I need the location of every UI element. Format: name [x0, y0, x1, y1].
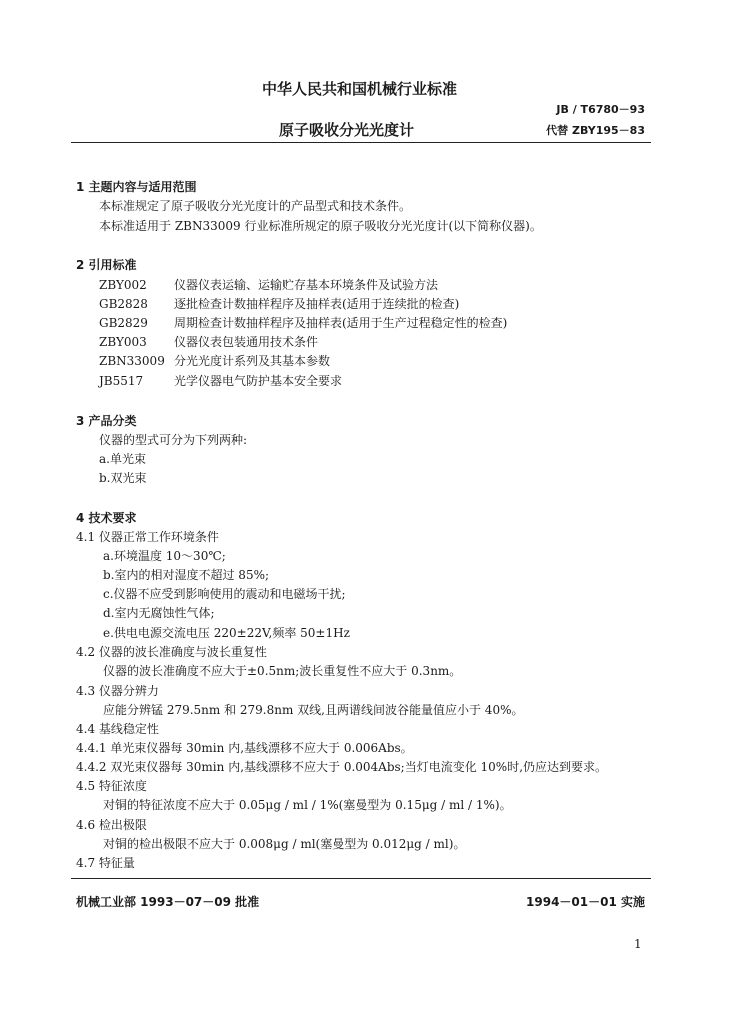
clause-4-1-item-a: a.环境温度 10～30℃; [103, 549, 226, 563]
clause-4-2-text: 仪器的波长准确度不应大于±0.5nm;波长重复性不应大于 0.3nm。 [103, 664, 462, 678]
header-rule [71, 142, 651, 143]
clause-4-3-heading: 4.3 仪器分辨力 [76, 684, 159, 698]
clause-4-1-item-c: c.仪器不应受到影响使用的震动和电磁场干扰; [103, 587, 346, 601]
standard-number: JB / T6780－93 [556, 103, 645, 116]
reference-code: GB2828 [99, 297, 148, 311]
clause-4-1-item-d: d.室内无腐蚀性气体; [103, 606, 215, 620]
section-1-paragraph-1: 本标准规定了原子吸收分光光度计的产品型式和技术条件。 [99, 199, 412, 213]
approval-line: 机械工业部 1993－07－09 批准 [76, 895, 260, 909]
reference-title: 仪器仪表包装通用技术条件 [174, 335, 319, 349]
reference-title: 周期检查计数抽样程序及抽样表(适用于生产过程稳定性的检查) [174, 316, 508, 330]
clause-4-4-1-text: 4.4.1 单光束仪器每 30min 内,基线漂移不应大于 0.006Abs。 [76, 741, 413, 755]
clause-4-6-text: 对铜的检出极限不应大于 0.008μg / ml(塞曼型为 0.012μg / ml)。 [103, 837, 466, 851]
document-title: 原子吸收分光光度计 [279, 121, 415, 139]
clause-4-4-2-text: 4.4.2 双光束仪器每 30min 内,基线漂移不应大于 0.004Abs;当灯电流变化 10%时,仍应达到要求。 [76, 760, 608, 774]
issuing-authority-title: 中华人民共和国机械行业标准 [262, 80, 458, 98]
replaces-standard: 代替 ZBY195－83 [546, 124, 645, 137]
clause-4-1-item-e: e.供电电源交流电压 220±22V,频率 50±1Hz [103, 626, 350, 640]
reference-code: ZBY002 [99, 278, 147, 292]
reference-title: 光学仪器电气防护基本安全要求 [174, 374, 343, 388]
clause-4-5-text: 对铜的特征浓度不应大于 0.05μg / ml / 1%(塞曼型为 0.15μg / ml / 1%)。 [103, 798, 512, 812]
section-3-heading: 3 产品分类 [76, 414, 137, 428]
reference-code: JB5517 [99, 374, 144, 388]
clause-4-3-text: 应能分辨锰 279.5nm 和 279.8nm 双线,且两谱线间波谷能量值应小于 40%。 [103, 703, 524, 717]
section-2-heading: 2 引用标准 [76, 258, 137, 272]
reference-title: 逐批检查计数抽样程序及抽样表(适用于连续批的检查) [174, 297, 460, 311]
section-4-heading: 4 技术要求 [76, 511, 137, 525]
reference-title: 分光光度计系列及其基本参数 [174, 354, 331, 368]
section-3-paragraph: 仪器的型式可分为下列两种: [99, 433, 248, 447]
effective-date-line: 1994－01－01 实施 [526, 895, 645, 909]
product-type-a: a.单光束 [99, 452, 146, 466]
clause-4-4-heading: 4.4 基线稳定性 [76, 722, 159, 736]
reference-code: ZBN33009 [99, 354, 165, 368]
clause-4-2-heading: 4.2 仪器的波长准确度与波长重复性 [76, 645, 267, 659]
footer-rule [71, 878, 651, 879]
clause-4-1-heading: 4.1 仪器正常工作环境条件 [76, 530, 219, 544]
clause-4-1-item-b: b.室内的相对湿度不超过 85%; [103, 568, 270, 582]
clause-4-7-heading: 4.7 特征量 [76, 856, 135, 870]
clause-4-6-heading: 4.6 检出极限 [76, 818, 147, 832]
reference-code: ZBY003 [99, 335, 147, 349]
reference-code: GB2829 [99, 316, 148, 330]
page-number: 1 [634, 937, 642, 951]
section-1-paragraph-2: 本标准适用于 ZBN33009 行业标准所规定的原子吸收分光光度计(以下简称仪器)。 [99, 219, 542, 233]
section-1-heading: 1 主题内容与适用范围 [76, 180, 197, 194]
reference-title: 仪器仪表运输、运输贮存基本环境条件及试验方法 [174, 278, 439, 292]
product-type-b: b.双光束 [99, 471, 147, 485]
clause-4-5-heading: 4.5 特征浓度 [76, 779, 147, 793]
